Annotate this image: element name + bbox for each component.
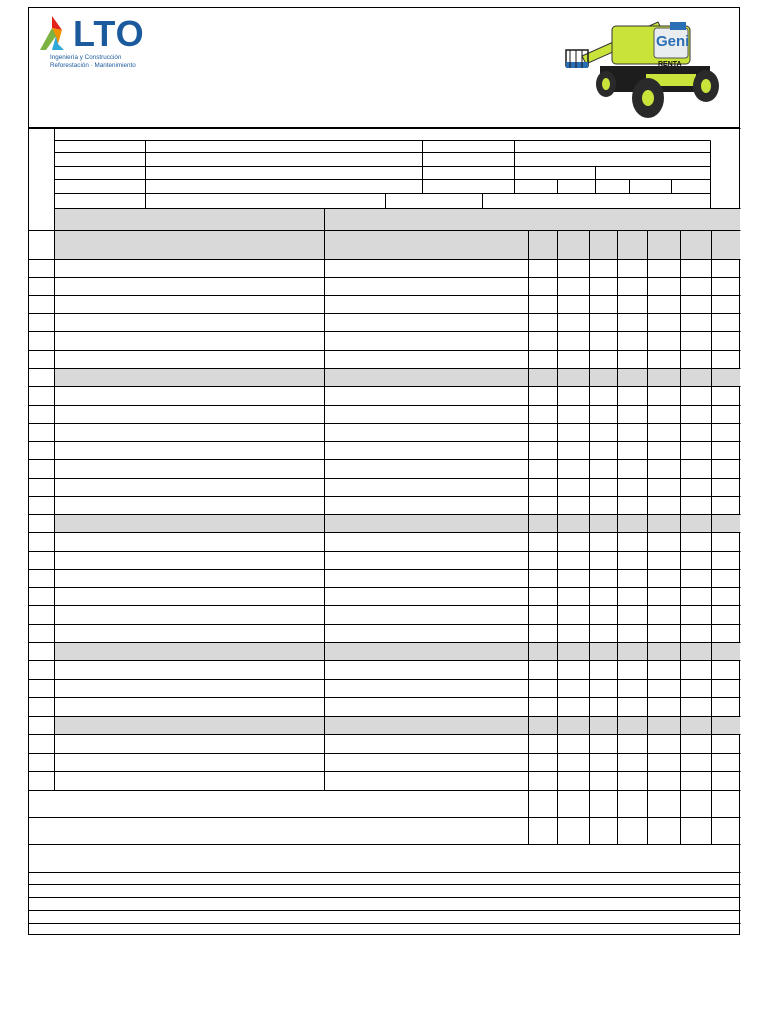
section-fill <box>55 515 740 532</box>
rental-text: RENTA <box>658 61 682 68</box>
section-fill <box>325 209 740 230</box>
logo-letters-lto: LTO <box>73 13 145 54</box>
section-fill <box>55 643 740 660</box>
section-fills <box>55 209 740 734</box>
section-fill <box>55 231 740 259</box>
section-fill <box>55 717 740 734</box>
logo-tagline-line1: Ingeniería y Construcción <box>50 54 122 61</box>
decal-text: Geni <box>656 33 690 50</box>
section-fill <box>55 209 324 230</box>
section-fill <box>55 369 740 386</box>
logo-tagline-line2: Reforestación · Mantenimiento <box>50 62 136 69</box>
